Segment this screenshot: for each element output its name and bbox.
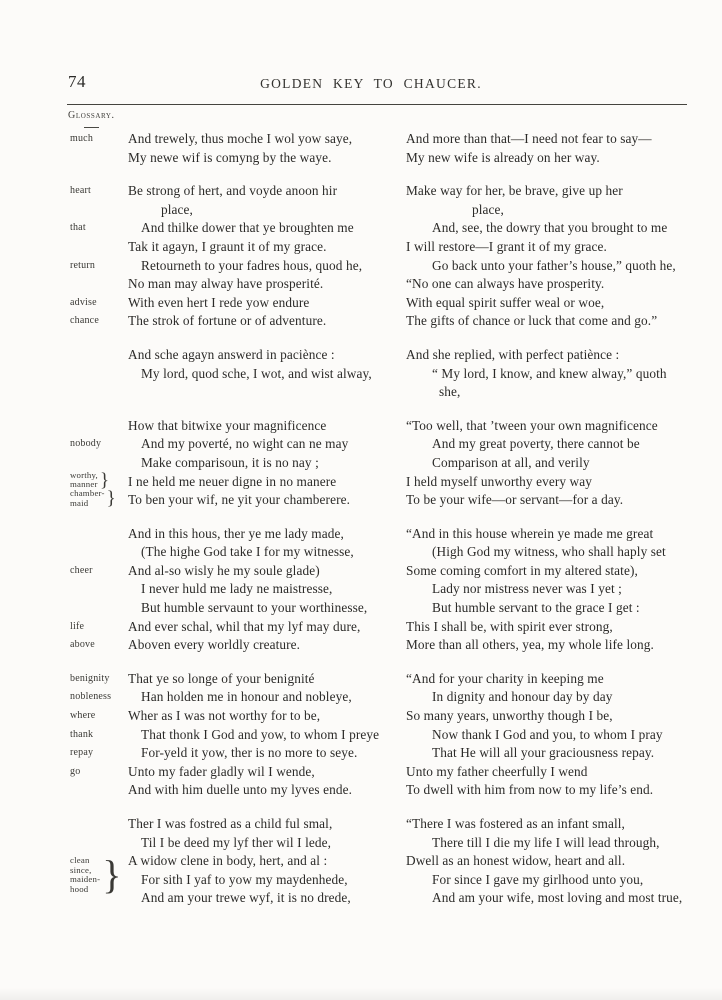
verse-row	[70, 781, 694, 800]
glossary-term-group	[70, 471, 109, 490]
glossary-term	[70, 201, 128, 204]
middle-english-line: With even hert I rede yow endure	[128, 294, 310, 310]
modern-english-line: “No one can always have prosperity.	[406, 276, 605, 292]
glossary-term-line: hood	[70, 883, 89, 894]
glossary-label-underline	[84, 127, 99, 128]
modern-english-line: I held myself unworthy every way	[406, 473, 592, 489]
middle-english-line: My lord, quod sche, I wot, and wist alway,	[141, 365, 372, 381]
glossary-term	[70, 815, 128, 818]
glossary-term: benignity	[70, 672, 110, 684]
verse-row	[70, 543, 694, 562]
glossary-term: go	[70, 765, 81, 777]
verse-row	[70, 275, 694, 294]
glossary-term: above	[70, 639, 95, 651]
middle-english-line: And my poverté, no wight can ne may	[141, 436, 349, 452]
glossary-term	[70, 238, 128, 241]
glossary-term-line: chamber-	[70, 488, 105, 499]
modern-english-line: Some coming comfort in my altered state),	[406, 562, 638, 578]
brace-icon: }	[106, 488, 116, 510]
modern-english-line: The gifts of chance or luck that come and go.”	[406, 313, 658, 329]
middle-english-line: And am your trewe wyf, it is no drede,	[141, 890, 351, 906]
verse-row	[70, 435, 694, 454]
modern-english-line: For since I gave my girlhood unto you,	[432, 871, 644, 887]
glossary-term	[70, 383, 128, 386]
page-bottom-shadow	[0, 988, 722, 1000]
glossary-term-line: worthy,	[70, 469, 98, 480]
glossary-term	[70, 365, 128, 368]
verse-row	[70, 562, 694, 581]
stanza-4	[70, 417, 694, 510]
middle-english-line: To ben your wif, ne yit your chamberere.	[128, 492, 351, 508]
glossary-term-line: since,	[70, 864, 92, 875]
middle-english-line: Retourneth to your fadres hous, quod he,	[141, 257, 363, 273]
middle-english-line: I never huld me lady ne maistresse,	[141, 581, 333, 597]
verse-row	[70, 383, 694, 402]
brace-icon: }	[99, 469, 110, 491]
glossary-term: that	[70, 222, 86, 234]
verse-row	[70, 889, 694, 908]
glossary-term	[70, 889, 128, 892]
glossary-term	[70, 275, 128, 278]
verse-row	[70, 580, 694, 599]
verse-row	[70, 726, 694, 745]
modern-english-line: My new wife is already on her way.	[406, 149, 600, 165]
modern-english-line: “There I was fostered as an infant small,	[406, 816, 625, 831]
glossary-term: advise	[70, 296, 97, 308]
middle-english-line: And ever schal, whil that my lyf may dure,	[128, 618, 361, 634]
verse-row	[70, 312, 694, 331]
glossary-term	[70, 469, 128, 491]
modern-english-line: she,	[439, 384, 461, 400]
verse-row	[70, 130, 694, 149]
stanza-6	[70, 670, 694, 800]
stanza-5	[70, 525, 694, 655]
verse-row	[70, 763, 694, 782]
modern-english-line: Go back unto your father’s house,” quoth he,	[432, 257, 676, 273]
glossary-column-label: Glossary.	[68, 110, 115, 121]
glossary-term: much	[70, 133, 94, 144]
glossary-term	[70, 454, 128, 457]
modern-english-line: Now thank I God and you, to whom I pray	[432, 726, 663, 742]
verse-row	[70, 182, 694, 201]
glossary-term: chance	[70, 315, 99, 327]
middle-english-line: That ye so longe of your benignité	[128, 670, 315, 686]
page-title: GOLDEN KEY TO CHAUCER.	[260, 76, 482, 91]
glossary-term	[70, 781, 128, 784]
verse-row	[70, 488, 694, 510]
middle-english-line: Tak it agayn, I graunt it of my grace.	[128, 238, 327, 254]
glossary-term: nobleness	[70, 691, 112, 703]
glossary-term: where	[70, 710, 96, 722]
middle-english-line: For sith I yaf to yow my maydenhede,	[141, 871, 348, 887]
modern-english-line: That He will all your graciousness repay.	[432, 745, 655, 761]
glossary-term	[70, 543, 128, 546]
glossary-term	[70, 149, 128, 152]
glossary-term: nobody	[70, 438, 102, 450]
verse-row	[70, 346, 694, 365]
modern-english-line: There till I die my life I will lead through,	[432, 834, 660, 850]
middle-english-line: That thonk I God and yow, to whom I preye	[141, 726, 380, 742]
middle-english-line: I ne held me neuer digne in no manere	[128, 473, 337, 489]
middle-english-line: And trewely, thus moche I wol yow saye,	[128, 131, 353, 146]
glossary-term-group	[70, 489, 116, 508]
modern-english-line: And she replied, with perfect patiènce :	[406, 346, 620, 362]
middle-english-line: My newe wif is comyng by the waye.	[128, 149, 332, 165]
modern-english-line: In dignity and honour day by day	[432, 689, 613, 705]
verse-row	[70, 834, 694, 853]
verse-row	[70, 294, 694, 313]
stanza-3	[70, 346, 694, 402]
verse-row	[70, 257, 694, 276]
verse-row	[70, 871, 694, 890]
verse-row	[70, 707, 694, 726]
middle-english-line: No man may alway have prosperité.	[128, 276, 324, 292]
glossary-term: thank	[70, 728, 94, 740]
glossary-term-line: maid	[70, 497, 89, 508]
glossary-term: repay	[70, 747, 94, 759]
verse-row	[70, 670, 694, 689]
glossary-term	[70, 346, 128, 349]
modern-english-line: “Too well, that ’tween your own magnificence	[406, 417, 658, 433]
middle-english-line: For-yeld it yow, ther is no more to seye.	[141, 745, 358, 761]
modern-english-line: place,	[472, 201, 504, 217]
verse-row	[70, 469, 694, 492]
glossary-term	[70, 417, 128, 420]
modern-english-line: “ My lord, I know, and knew alway,” quoth	[432, 365, 667, 381]
verse-row	[70, 365, 694, 384]
middle-english-line: Ther I was fostred as a child ful smal,	[128, 816, 333, 831]
verse-row	[70, 688, 694, 707]
middle-english-line: And al-so wisly he my soule glade)	[128, 562, 320, 578]
verse-row	[70, 454, 694, 473]
verse-row	[70, 149, 694, 168]
verse-row	[70, 618, 694, 637]
middle-english-line: (The highe God take I for my witnesse,	[141, 544, 354, 560]
middle-english-line: How that bitwixe your magnificence	[128, 417, 327, 433]
brace-icon: }	[102, 852, 122, 898]
glossary-term-lines	[70, 471, 98, 490]
middle-english-line: Aboven every worldly creature.	[128, 637, 301, 653]
middle-english-line: And in this hous, ther ye me lady made,	[128, 525, 344, 541]
glossary-term	[70, 599, 128, 602]
middle-english-line: But humble servaunt to your worthinesse,	[141, 600, 368, 616]
verse-row	[70, 525, 694, 544]
verse-row	[70, 238, 694, 257]
modern-english-line: Lady nor mistress never was I yet ;	[432, 581, 622, 597]
middle-english-line: Unto my fader gladly wil I wende,	[128, 763, 315, 779]
modern-english-line: And am your wife, most loving and most true,	[432, 890, 683, 906]
modern-english-line: Comparison at all, and verily	[432, 454, 590, 470]
middle-english-line: Til I be deed my lyf ther wil I lede,	[141, 834, 332, 850]
verse-row	[70, 599, 694, 618]
middle-english-line: And sche agayn answerd in paciènce :	[128, 346, 335, 362]
modern-english-line: And more than that—I need not fear to say—	[406, 131, 652, 146]
glossary-term-line: maiden-	[70, 874, 101, 885]
modern-english-line: Make way for her, be brave, give up her	[406, 183, 623, 199]
stanza-1	[70, 130, 694, 167]
verse-row	[70, 744, 694, 763]
glossary-term: life	[70, 620, 85, 632]
middle-english-line: A widow clene in body, hert, and al :	[128, 853, 328, 869]
middle-english-line: And thilke dower that ye broughten me	[141, 220, 354, 236]
verse-row	[70, 815, 694, 834]
glossary-term: heart	[70, 185, 91, 197]
modern-english-line: This I shall be, with spirit ever strong,	[406, 618, 613, 634]
middle-english-line: Make comparisoun, it is no nay ;	[141, 454, 319, 470]
verse-columns	[70, 130, 694, 923]
glossary-term-line: manner	[70, 479, 98, 490]
glossary-term: return	[70, 259, 96, 271]
glossary-term	[70, 852, 128, 898]
glossary-term	[70, 488, 128, 510]
modern-english-line: I will restore—I grant it of my grace.	[406, 238, 607, 254]
middle-english-line: Be strong of hert, and voyde anoon hir	[128, 183, 338, 199]
modern-english-line: So many years, unworthy though I be,	[406, 708, 613, 724]
modern-english-line: To be your wife—or servant—for a day.	[406, 492, 624, 508]
glossary-term-line: clean	[70, 855, 90, 865]
glossary-term	[70, 525, 128, 528]
glossary-term	[70, 834, 128, 837]
modern-english-line: And, see, the dowry that you brought to me	[432, 220, 668, 236]
modern-english-line: More than all others, yea, my whole life long.	[406, 637, 654, 653]
glossary-term	[70, 871, 128, 874]
page-number: 74	[68, 72, 86, 91]
middle-english-line: Wher as I was not worthy for to be,	[128, 708, 321, 724]
middle-english-line: place,	[161, 201, 193, 217]
stanza-2	[70, 182, 694, 331]
modern-english-line: “And for your charity in keeping me	[406, 670, 604, 686]
glossary-term-lines	[70, 489, 105, 508]
middle-english-line: And with him duelle unto my lyves ende.	[128, 782, 353, 798]
verse-row	[70, 417, 694, 436]
modern-english-line: With equal spirit suffer weal or woe,	[406, 294, 605, 310]
verse-row	[70, 636, 694, 655]
modern-english-line: “And in this house wherein ye made me great	[406, 525, 654, 541]
glossary-term	[70, 580, 128, 583]
modern-english-line: To dwell with him from now to my life’s end.	[406, 782, 654, 798]
middle-english-line: Han holden me in honour and nobleye,	[141, 689, 352, 705]
glossary-term: cheer	[70, 564, 93, 576]
modern-english-line: And my great poverty, there cannot be	[432, 436, 640, 452]
modern-english-line: But humble servant to the grace I get :	[432, 600, 640, 616]
header-rule	[67, 104, 687, 105]
verse-row	[70, 201, 694, 220]
modern-english-line: (High God my witness, who shall haply set	[432, 544, 666, 560]
middle-english-line: The strok of fortune or of adventure.	[128, 313, 327, 329]
stanza-7	[70, 815, 694, 908]
modern-english-line: Dwell as an honest widow, heart and all.	[406, 853, 626, 869]
modern-english-line: Unto my father cheerfully I wend	[406, 763, 588, 779]
verse-row	[70, 219, 694, 238]
